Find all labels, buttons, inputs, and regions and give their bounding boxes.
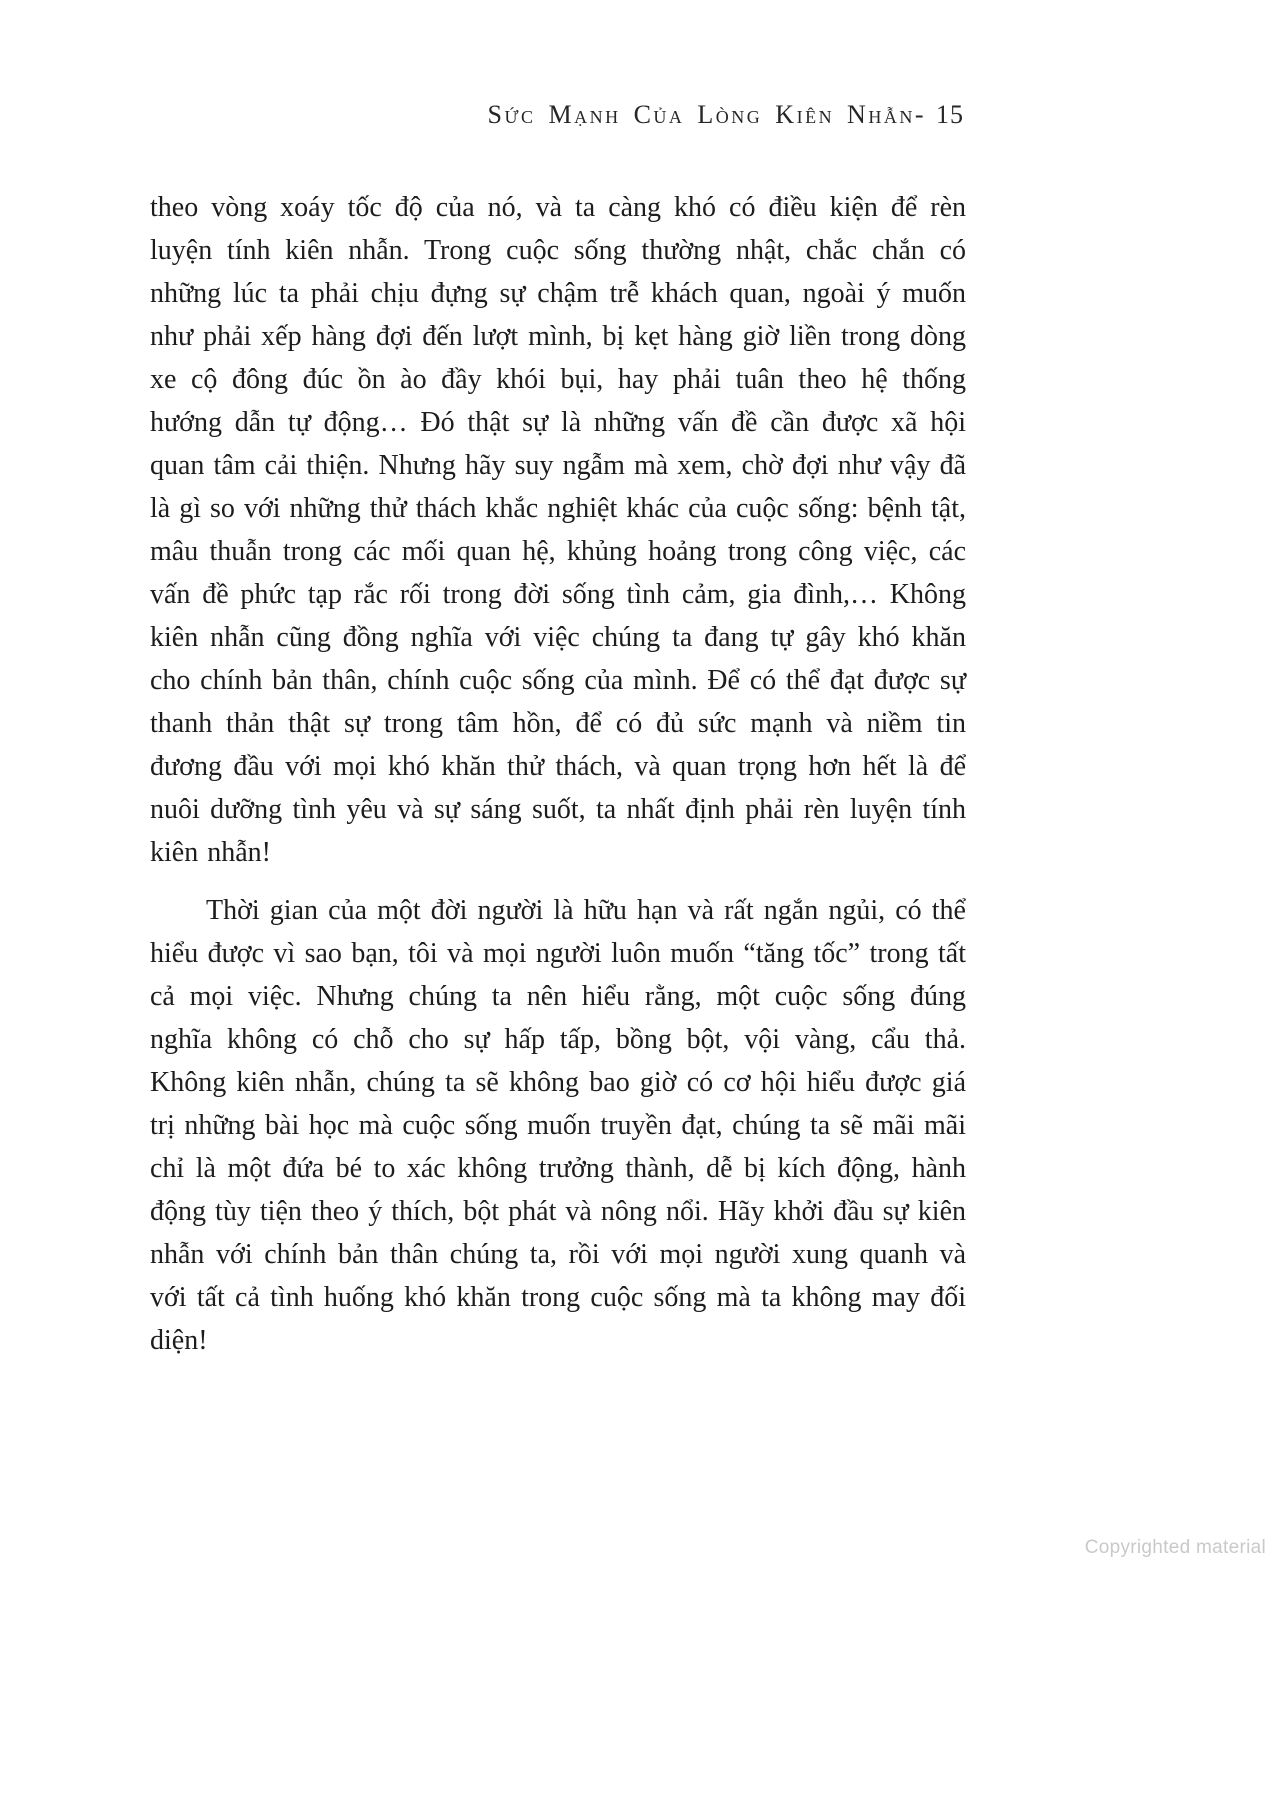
body-paragraph: Thời gian của một đời người là hữu hạn và rất ngắn ngủi, có thể hiểu được vì sao bạn, tôi và mọi người luôn muốn “tăng tốc” trong tất cả mọi việc. Nhưng chúng ta nên hiểu rằng, một cuộc sống đúng nghĩa không có chỗ cho sự hấp tấp, bồng bột, vội vàng, cẩu thả. Không kiên nhẫn, chúng ta sẽ không bao giờ có cơ hội hiểu được giá trị những bài học mà cuộc sống muốn truyền đạt, chúng ta sẽ mãi mãi chỉ là một đứa bé to xác không trưởng thành, dễ bị kích động, hành động tùy tiện theo ý thích, bột phát và nông nổi. Hãy khởi đầu sự kiên nhẫn với chính bản thân chúng ta, rồi với mọi người xung quanh và với tất cả tình huống khó khăn trong cuộc sống mà ta không may đối diện! xyxy=(150,895,966,1356)
body-text xyxy=(150,186,966,1362)
running-header xyxy=(150,100,964,130)
page-content xyxy=(150,100,966,1362)
body-paragraph: theo vòng xoáy tốc độ của nó, và ta càng khó có điều kiện để rèn luyện tính kiên nhẫn. Trong cuộc sống thường nhật, chắc chắn có những lúc ta phải chịu đựng sự chậm trễ khách quan, ngoài ý muốn như phải xếp hàng đợi đến lượt mình, bị kẹt hàng giờ liền trong dòng xe cộ đông đúc ồn ào đầy khói bụi, hay phải tuân theo hệ thống hướng dẫn tự động… Đó thật sự là những vấn đề cần được xã hội quan tâm cải thiện. Nhưng hãy suy ngẫm mà xem, chờ đợi như vậy đã là gì so với những thử thách khắc nghiệt khác của cuộc sống: bệnh tật, mâu thuẫn trong các mối quan hệ, khủng hoảng trong công việc, các vấn đề phức tạp rắc rối trong đời sống tình cảm, gia đình,… Không kiên nhẫn cũng đồng nghĩa với việc chúng ta đang tự gây khó khăn cho chính bản thân, chính cuộc sống của mình. Để có thể đạt được sự thanh thản thật sự trong tâm hồn, để có đủ sức mạnh và niềm tin đương đầu với mọi khó khăn thử thách, và quan trọng hơn hết là để nuôi dưỡng tình yêu và sự sáng suốt, ta nhất định phải rèn luyện tính kiên nhẫn! xyxy=(150,192,966,868)
copyright-watermark: Copyrighted material xyxy=(1084,1537,1266,1558)
book-title: Sức Mạnh Của Lòng Kiên Nhẫn- xyxy=(487,100,926,129)
page-number: 15 xyxy=(936,100,964,129)
